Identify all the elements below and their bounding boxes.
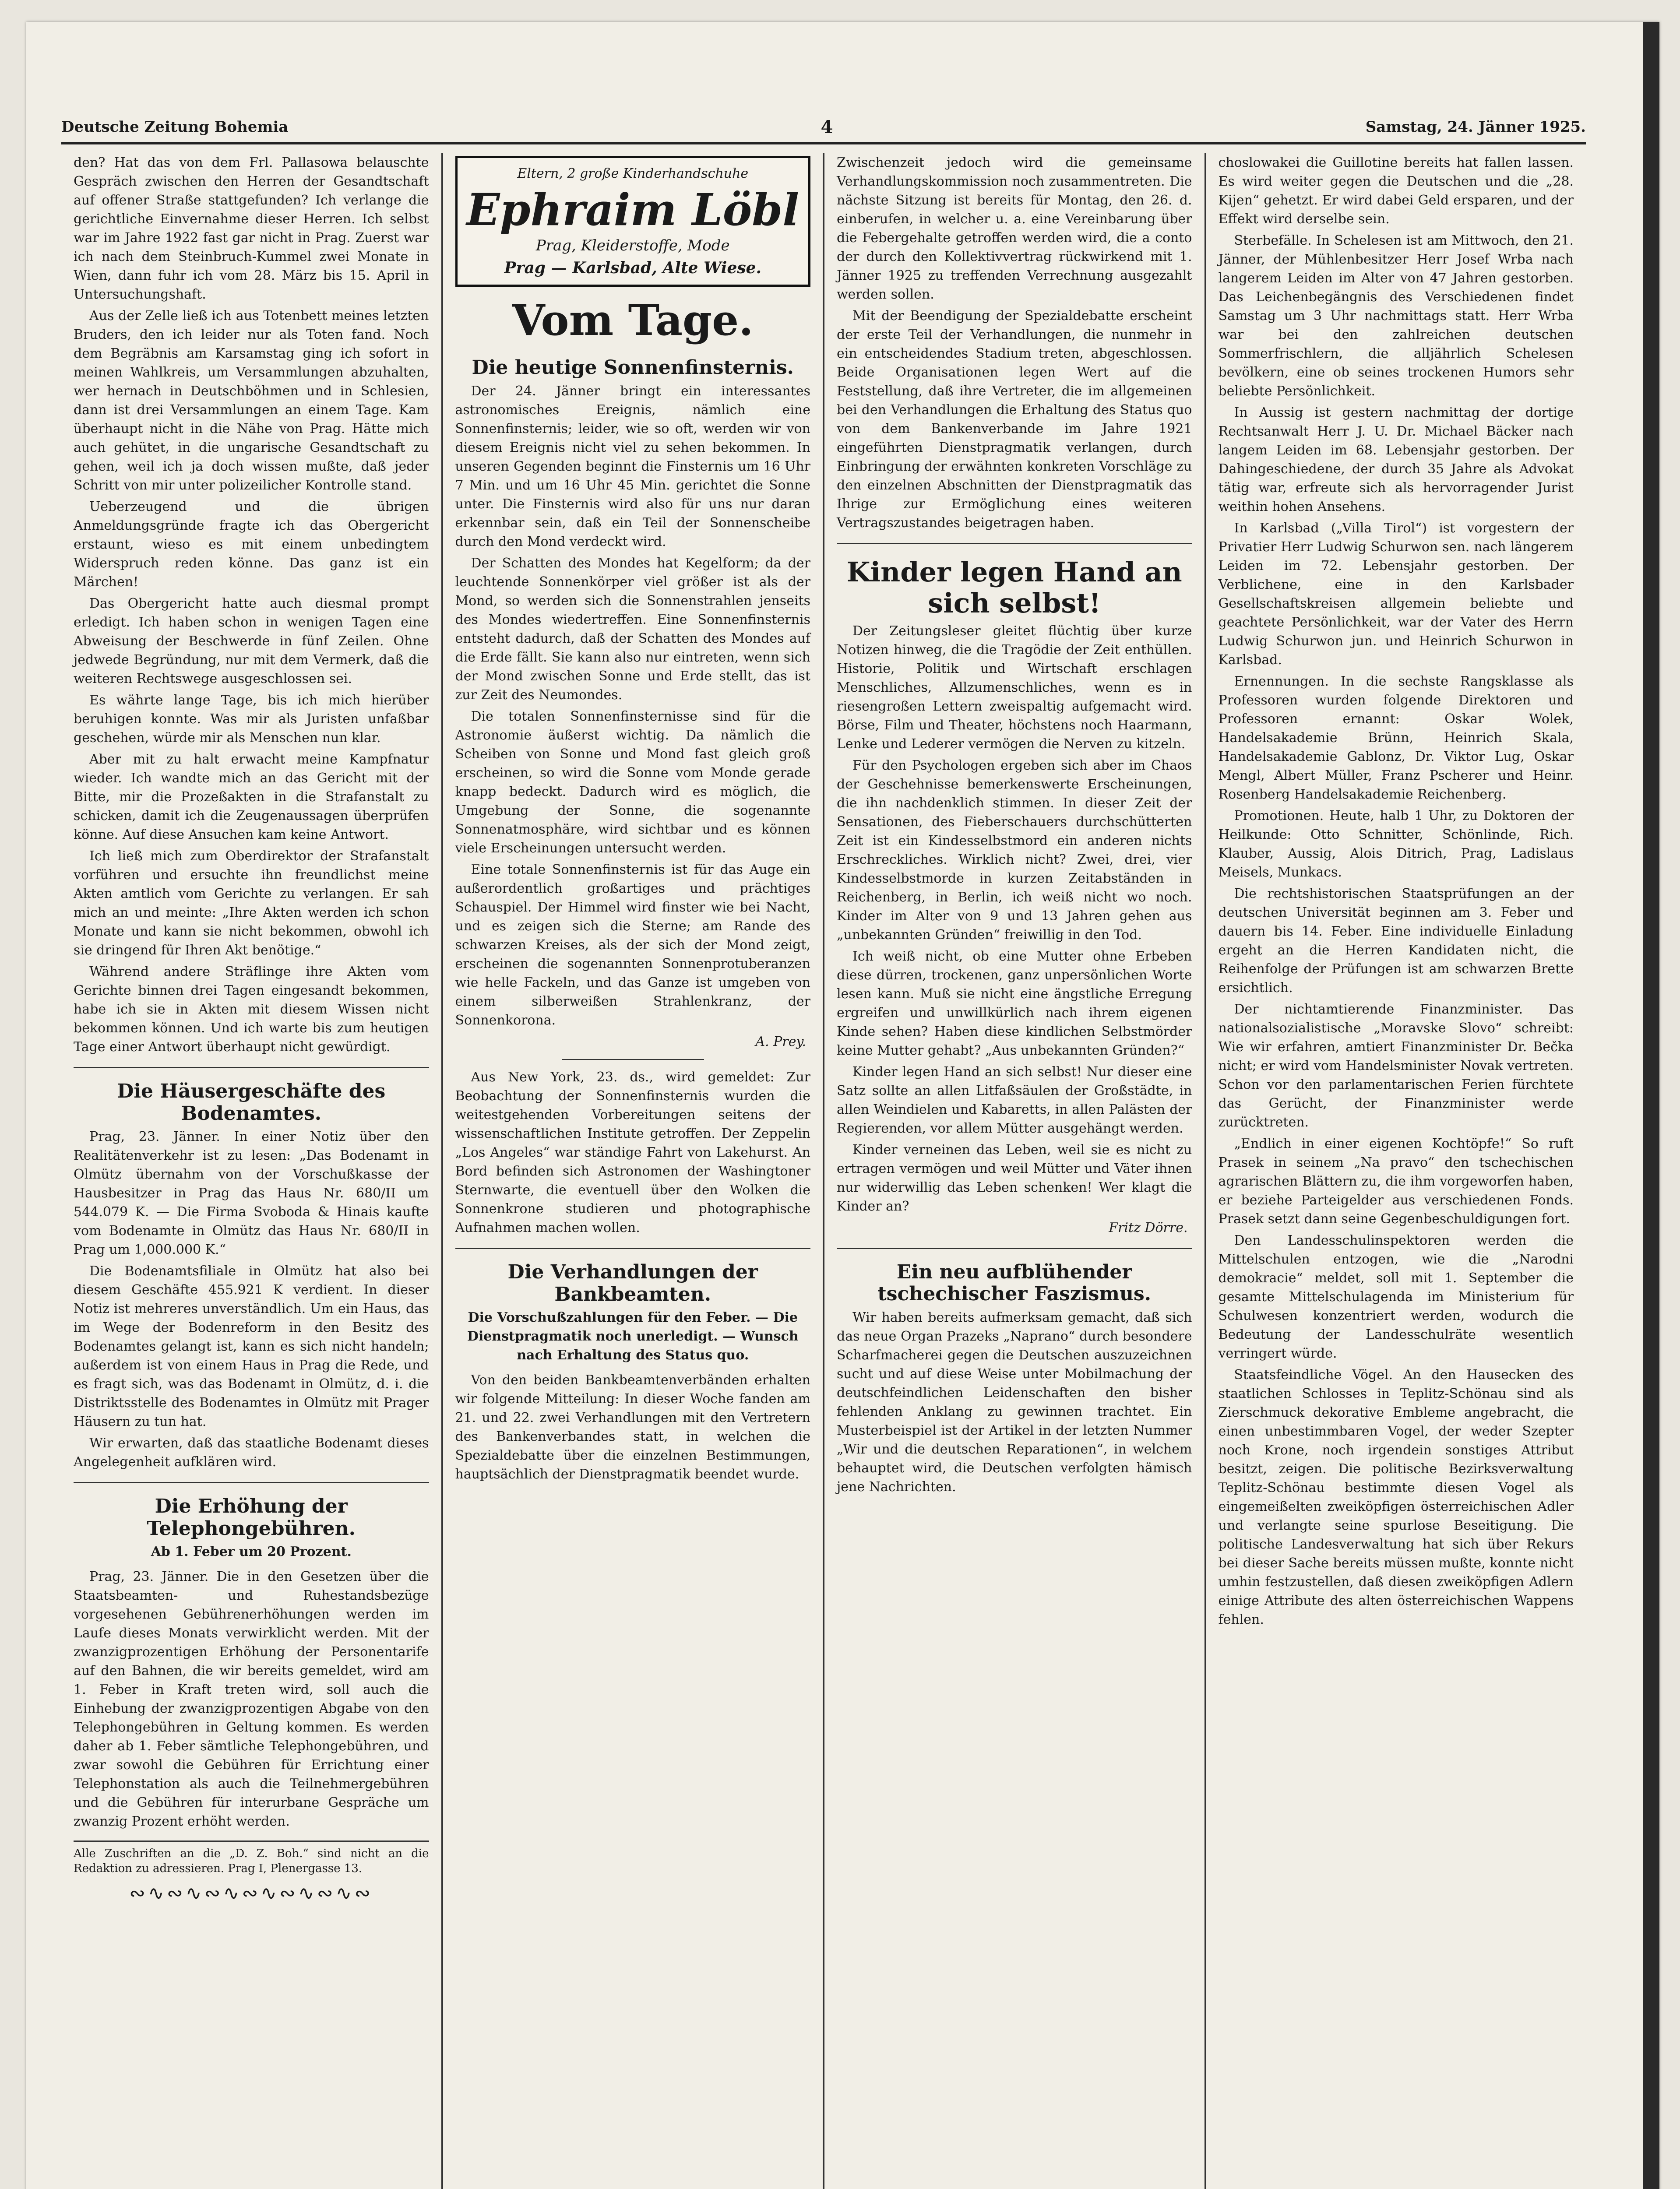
ad-trade: Prag, Kleiderstoffe, Mode xyxy=(535,237,730,254)
paragraph: Wir erwarten, daß das staatliche Bodenamt dieses Angelegenheit aufklären wird. xyxy=(74,1436,429,1470)
paragraph: Mit der Beendigung der Spezialdebatte erscheint der erste Teil der Verhandlungen, die nunmehr in ein entscheidendes Stadium treten, abgeschlossen. Beide Organisationen legen Wert auf die Feststellung, daß ihre Vertreter, die im allgemeinen bei den Verhandlungen die Erhaltung des Status quo von dem Bankenverbande im Jahre 1921 eingeführten Dienstpragmatik verlangen, durch Einbringung der erwähnten konkreten Vorschläge zu den einzelnen Abschnitten der Dienstpragmatik das Ihrige zur Ermöglichung eines weiteren Vertragszustandes beigetragen haben. xyxy=(837,308,1192,531)
paragraph: Kinder verneinen das Leben, weil sie es nicht zu ertragen vermögen und weil Mütter und Väter ihnen nur widerwillig das Leben schenken! Wer klagt die Kinder an? xyxy=(837,1142,1192,1214)
divider xyxy=(455,1248,811,1249)
column-4 xyxy=(1206,153,1586,2189)
paragraph: choslowakei die Guillotine bereits hat fallen lassen. Es wird weiter gegen die Deutschen und die „28. Kijen“ gehetzt. Er wird dabei Geld ersparen, und der Effekt wird derselbe sein. xyxy=(1218,155,1574,227)
paragraph: Zwischenzeit jedoch wird die gemeinsame Verhandlungskommission noch zusammentreten. Die nächste Sitzung ist bereits für Montag, den 26. d. einberufen, in welcher u. a. eine Vereinbarung über die Febergehalte getroffen werden wird, die a conto der durch den Kollektivvertrag rückwirkend mit 1. Jänner 1925 zu treffenden Verrechnung ausgezahlt werden sollen. xyxy=(837,155,1192,302)
headline-kinder: Kinder legen Hand an sich selbst! xyxy=(846,556,1182,619)
paragraph: Eine totale Sonnenfinsternis ist für das Auge ein außerordentlich großartiges und prächtiges Schauspiel. Der Himmel wird finster wie bei Nacht, und es zeigen sich die Sterne; am Rande des schwarzen Kreises, als der sich der Mond zeigt, erscheinen die sogenannten Sonnenprotuberanzen wie helle Fackeln, und das Ganze ist umgeben von einem silberweißen Strahlenkranz, der Sonnenkorona. xyxy=(455,862,810,1028)
ad-brand: Ephraim Löbl xyxy=(466,184,799,236)
divider xyxy=(837,543,1192,544)
paragraph: Das Obergericht hatte auch diesmal prompt erledigt. Ich haben schon in wenigen Tagen eine Abweisung der Beschwerde in fünf Zeilen. Ohne jedwede Begründung, nur mit dem Vermerk, daß die weiteren Rechtswege ausgeschlossen sei. xyxy=(74,596,429,686)
paragraph: In Karlsbad („Villa Tirol“) ist vorgestern der Privatier Herr Ludwig Schurwon sen. nach längerem Leiden im 72. Lebensjahr gestorben. Der Verblichene, eine in den Karlsbader Gesellschaftskreisen allgemein beliebte und geachtete Persönlichkeit, war der Vater des Herrn Ludwig Schurwon jun. und Heinrich Schurwon in Karlsbad. xyxy=(1218,521,1574,668)
paragraph: Kinder legen Hand an sich selbst! Nur dieser eine Satz sollte an allen Litfaßsäulen der Großstädte, in allen Weindielen und Kabaretts, in allen Palästen der Regierenden, vor allem Mütter ausgehängt werden. xyxy=(837,1064,1192,1136)
paragraph: den? Hat das von dem Frl. Pallasowa belauschte Gespräch zwischen den Herren der Gesandtschaft auf offener Straße stattgefunden? Ich verlange die gerichtliche Einvernahme dieser Herren. Ich selbst war im Jahre 1922 fast gar nicht in Prag. Zuerst war ich nach dem Steinbruch-Kummel zwei Monate in Wien, dann fuhr ich vom 28. März bis 15. April in Untersuchungshaft. xyxy=(74,155,429,302)
paragraph: Den Landesschulinspektoren werden die Mittelschulen entzogen, wie die „Narodni demokracie“ meldet, soll mit 1. September die gesamte Mittelschulagenda im Ministerium für Schulwesen konzentriert werden, wodurch die Bedeutung der Landesschulräte wesentlich verringert würde. xyxy=(1218,1233,1574,1361)
paragraph: Die totalen Sonnenfinsternisse sind für die Astronomie äußerst wichtig. Da nämlich die Scheiben von Sonne und Mond fast gleich groß erscheinen, so wird die Sonne vom Monde gerade knapp bedeckt. Dadurch wird es möglich, die Umgebung der Sonne, die sogenannte Sonnenatmosphäre, wird sichtbar und es können viele Erscheinungen untersucht werden. xyxy=(455,708,810,856)
page-number: 4 xyxy=(821,116,833,137)
ad-tagline: Eltern, 2 große Kinderhandschuhe xyxy=(517,166,749,181)
issue-date: Samstag, 24. Jänner 1925. xyxy=(1365,118,1586,136)
headline-sonnenfinsternis: Die heutige Sonnenfinsternis. xyxy=(472,356,794,379)
paragraph: Ernennungen. In die sechste Rangsklasse als Professoren wurden folgende Direktoren und Professoren ernannt: Oskar Wolek, Handelsakademie Brünn, Heinrich Skala, Handelsakademie Gablonz, Dr. Viktor Lug, Oskar Mengl, Albert Müller, Franz Pscherer und Heinr. Rosenberg Handelsakademie Reichenberg. xyxy=(1218,674,1574,802)
paragraph: Der Schatten des Mondes hat Kegelform; da der leuchtende Sonnenkörper viel größer ist als der Mond, so werden sich die Sonnenstrahlen jenseits des Mondes wiedertreffen. Eine Sonnenfinsternis entsteht dadurch, daß der Schatten des Mondes auf die Erde fällt. Sie kann also nur eintreten, wenn sich der Mond zwischen Sonne und Erde stellt, das ist zur Zeit des Neumondes. xyxy=(455,555,810,703)
paragraph: Aus New York, 23. ds., wird gemeldet: Zur Beobachtung der Sonnenfinsternis wurden die weitestgehenden Vorbereitungen seitens der wissenschaftlichen Institute getroffen. Der Zeppelin „Los Angeles“ war ständige Fahrt von Lakehurst. An Bord befinden sich Astronomen der Washingtoner Sternwarte, die eventuell über den Wolken die Sonnenkrone studieren und photographische Aufnahmen machen wollen. xyxy=(455,1069,810,1235)
divider xyxy=(562,1059,704,1060)
column-3 xyxy=(824,153,1206,2189)
paragraph: Prag, 23. Jänner. In einer Notiz über den Realitätenverkehr ist zu lesen: „Das Bodenamt in Olmütz übernahm von der Vorschußkasse der Hausbesitzer in Prag das Haus Nr. 680/II um 544.079 K. — Die Firma Svoboda & Hinais kaufte vom Bodenamte in Olmütz das Haus Nr. 680/II in Prag um 1,000.000 K.“ xyxy=(74,1129,429,1258)
editorial-note: Alle Zuschriften an die „D. Z. Boh.“ sind nicht an die Redaktion zu adressieren. Prag I, Plenergasse 13. xyxy=(74,1841,429,1876)
section-title-vom-tage: Vom Tage. xyxy=(512,296,754,345)
column-1 xyxy=(61,153,443,2189)
paragraph: Wir haben bereits aufmerksam gemacht, daß sich das neue Organ Prazeks „Naprano“ durch besondere Scharfmacherei gegen die Deutschen auszuzeichnen sucht und auf diese Weise unter Mobilmachung der deutschfeindlichen Leidenschaften den bisher fehlenden Anklang zu gewinnen trachtet. Ein Musterbeispiel ist der Artikel in der letzten Nummer „Wir und die deutschen Reparationen“, in welchem behauptet wird, die Deutschen verfolgten hämisch jene Nachrichten. xyxy=(837,1309,1192,1495)
author-signature: A. Prey. xyxy=(755,1034,806,1049)
divider xyxy=(74,1482,429,1483)
paragraph: Es währte lange Tage, bis ich mich hierüber beruhigen konnte. Was mir als Juristen unfaßbar geschehen, würde mir als Menschen nun klar. xyxy=(74,693,429,746)
divider xyxy=(837,1248,1192,1249)
paragraph: Die Bodenamtsfiliale in Olmütz hat also bei diesem Geschäfte 455.921 K verdient. In dieser Notiz ist mehreres unverständlich. Um ein Haus, das im Wege der Bodenreform in den Besitz des Bodenamtes gelangt ist, kann es sich nicht handeln; außerdem ist von einem Haus in Prag die Rede, und es fragt sich, was das Bodenamt in Olmütz, d. i. die Distriktsstelle des Bodenamtes in Olmütz mit Prager Häusern zu tun hat. xyxy=(74,1263,429,1430)
newspaper-page xyxy=(26,22,1659,2189)
advertisement xyxy=(455,156,811,287)
paragraph: Die rechtshistorischen Staatsprüfungen an der deutschen Universität beginnen am 3. Feber und dauern bis 14. Feber. Eine individuelle Einladung ergeht an die Herren Kandidaten nicht, die Reihenfolge der Prüfungen ist am schwarzen Brette ersichtlich. xyxy=(1218,886,1574,996)
paragraph: Ich ließ mich zum Oberdirektor der Strafanstalt vorführen und ersuchte ihn freundlichst meine Akten amtlich vom Gerichte zu verlangen. Er sah mich an und meinte: „Ihre Akten werden ich schon Monate und kann sie nicht bekommen, obwohl ich sie dringend für Ihren Akt benötige.“ xyxy=(74,848,429,958)
paragraph: Für den Psychologen ergeben sich aber im Chaos der Geschehnisse bemerkenswerte Erscheinungen, die ihn nachdenklich stimmen. In dieser Zeit der Sensationen, des Fieberschauers durchschütterten Zeit ist ein Kindesselbstmord ein anderen nichts Erschreckliches. Wirklich nicht? Zwei, drei, vier Kindesselbstmorde in kurzen Zeitabständen in Reichenberg, in Berlin, ich weiß nicht wo noch. Kinder im Alter von 9 und 13 Jahren gehen aus „unbekannten Gründen“ freiwillig in den Tod. xyxy=(837,757,1192,943)
headline-telefon: Die Erhöhung der Telephongebühren. xyxy=(147,1495,356,1540)
column-2 xyxy=(443,153,825,2189)
ad-locations: Prag — Karlsbad, Alte Wiese. xyxy=(504,259,762,277)
headline-bodenamt: Die Häusergeschäfte des Bodenamtes. xyxy=(117,1080,386,1125)
paragraph: In Aussig ist gestern nachmittag der dortige Rechtsanwalt Herr J. U. Dr. Michael Bäcker nach langem Leiden im 68. Lebensjahr gestorben. Der Dahingeschiedene, der durch 35 Jahre als Advokat tätig war, erfreute sich als hervorragender Jurist weithin hohen Ansehens. xyxy=(1218,405,1574,514)
paragraph: Von den beiden Bankbeamtenverbänden erhalten wir folgende Mitteilung: In dieser Woche fanden am 21. und 22. zwei Verhandlungen mit den Vertretern des Bankenverbandes statt, in welchen die Spezialdebatte über die einzelnen Bestimmungen, hauptsächlich der Dienstpragmatik beendet wurde. xyxy=(455,1373,810,1482)
paragraph: Promotionen. Heute, halb 1 Uhr, zu Doktoren der Heilkunde: Otto Schnitter, Schönlinde, Rich. Klauber, Aussig, Alois Ditrich, Prag, Ladislaus Meisels, Munkacs. xyxy=(1218,808,1574,880)
page-header xyxy=(61,112,1586,144)
paragraph: Ueberzeugend und die übrigen Anmeldungsgründe fragte ich das Obergericht erstaunt, wieso es mit einem unbedingtem Widerspruch reden könne. Das ganz ist ein Märchen! xyxy=(74,499,429,590)
paragraph: Ich weiß nicht, ob eine Mutter ohne Erbeben diese dürren, trockenen, ganz unpersönlichen Worte lesen kann. Muß sie nicht eine ängstliche Erregung ergreifen und unwillkürlich nach ihrem eigenen Kinde sehen? Haben diese kindlichen Selbstmörder keine Mutter gehabt? „Aus unbekannten Gründen?“ xyxy=(837,948,1192,1058)
ornament-border: ∾∿∾∿∾∿∾∿∾∿∾∿∾ xyxy=(129,1882,373,1905)
paragraph: „Endlich in einer eigenen Kochtöpfe!“ So ruft Prasek in seinem „Na pravo“ den tschechischen agrarischen Blättern zu, die ihm vorgeworfen haben, er beziehe Parteigelder aus verschiedenen Fonds. Prasek setzt dann seine Gegenbeschuldigungen fort. xyxy=(1218,1136,1574,1227)
paragraph: Der Zeitungsleser gleitet flüchtig über kurze Notizen hinweg, die die Tragödie der Zeit enthüllen. Historie, Politik und Wirtschaft erschlagen Menschliches, Allzumenschliches, wenn es in riesengroßen Lettern zweispaltig aufgemacht wird. Börse, Film und Theater, höchstens noch Haarmann, Lenke und Lederer vermögen die Nerven zu kitzeln. xyxy=(837,623,1192,752)
author-signature: Fritz Dörre. xyxy=(1109,1220,1188,1235)
subheadline-bankbeamten: Die Vorschußzahlungen für den Feber. — Die Dienstpragmatik noch unerledigt. — Wunsch nach Erhaltung des Status quo. xyxy=(467,1310,799,1363)
paragraph: Während andere Sträflinge ihre Akten vom Gerichte binnen drei Tagen eingesandt bekommen, habe ich sie in Akten mit diesem Wissen nicht bekommen können. Und ich warte bis zum heutigen Tage einer Antwort überhaupt nicht gewürdigt. xyxy=(74,964,429,1055)
paragraph: Aber mit zu halt erwacht meine Kampfnatur wieder. Ich wandte mich an das Gericht mit der Bitte, mir die Prozeßakten in die Strafanstalt zu schicken, damit ich die Zeugenaussagen überprüfen könne. Auf diese Ansuchen kam keine Antwort. xyxy=(74,752,429,842)
divider xyxy=(74,1067,429,1068)
paragraph: Staatsfeindliche Vögel. An den Hausecken des staatlichen Schlosses in Teplitz-Schönau sind als Zierschmuck dekorative Embleme angebracht, die einen unbestimmbaren Vogel, der weder Szepter noch Krone, noch irgendein sonstiges Attribut besitzt, zeigen. Die politische Bezirksverwaltung Teplitz-Schönau bestimmte diesen Vogel als eingemeißelten zweiköpfigen österreichischen Adler und verlangte seine spurlose Beseitigung. Die politische Landesverwaltung hat sich über Rekurs bei dieser Sache bereits müssen mußte, konnte nicht umhin festzustellen, daß diesen zweiköpfigen Adlern einige Attribute des alten österreichischen Wappens fehlen. xyxy=(1218,1367,1574,1627)
paragraph: Aus der Zelle ließ ich aus Totenbett meines letzten Bruders, den ich leider nur als Toten fand. Noch dem Begräbnis am Karsamstag ging ich sofort in meinen Wahlkreis, um Versammlungen abzuhalten, wer hernach in Deutschböhmen und in Schlesien, dann ist drei Versammlungen an einem Tage. Kam überhaupt nicht in die Nähe von Prag. Hätte mich auch gehütet, in die ungarische Gesandtschaft zu gehen, weil ich ja doch wissen mußte, daß jeder Schritt von mir unter polizeilicher Kontrolle stand. xyxy=(74,308,429,493)
masthead: Deutsche Zeitung Bohemia xyxy=(61,118,289,136)
subheadline-telefon: Ab 1. Feber um 20 Prozent. xyxy=(151,1544,352,1560)
headline-bankbeamten: Die Verhandlungen der Bankbeamten. xyxy=(507,1260,758,1306)
article-columns xyxy=(61,153,1586,2189)
headline-faszismus: Ein neu aufblühender tschechischer Faszismus. xyxy=(877,1260,1152,1306)
paragraph: Prag, 23. Jänner. Die in den Gesetzen über die Staatsbeamten- und Ruhestandsbezüge vorgesehenen Gebührenerhöhungen werden im Laufe dieses Monats verwirklicht werden. Mit der zwanzigprozentigen Erhöhung der Personentarife auf den Bahnen, die wir bereits gemeldet, wird am 1. Feber in Kraft treten wird, soll auch die Einhebung der zwanzigprozentigen Abgabe von den Telephongebühren in Geltung kommen. Es werden daher ab 1. Feber sämtliche Telephongebühren, und zwar sowohl die Gebühren für Errichtung einer Telephonstation als auch die Teilnehmergebühren und die Gebühren für interurbane Gespräche um zwanzig Prozent erhöht werden. xyxy=(74,1569,429,1830)
paragraph: Der 24. Jänner bringt ein interessantes astronomisches Ereignis, nämlich eine Sonnenfinsternis; leider, wie so oft, werden wir von diesem Ereignis nicht viel zu sehen bekommen. In unseren Gegenden beginnt die Finsternis um 16 Uhr 7 Min. und um 16 Uhr 45 Min. gerichtet die Sonne unter. Die Finsternis wird also für uns nur daran erkennbar sein, daß ein Teil der Sonnenscheibe durch den Mond verdeckt wird. xyxy=(455,383,810,549)
paragraph: Der nichtamtierende Finanzminister. Das nationalsozialistische „Moravske Slovo“ schreibt: Wie wir erfahren, amtiert Finanzminister Dr. Bečka nicht; er wird vom Handelsminister Novak vertreten. Schon vor den parlamentarischen Ferien fürchtete das Gerücht, der Finanzminister werde zurücktreten. xyxy=(1218,1002,1574,1130)
paragraph: Sterbefälle. In Schelesen ist am Mittwoch, den 21. Jänner, der Mühlenbesitzer Herr Josef Wrba nach langerem Leiden im Alter von 47 Jahren gestorben. Das Leichenbegängnis des Verschiedenen findet Samstag um 3 Uhr nachmittags statt. Herr Wrba war bei den zahlreichen deutschen Sommerfrischlern, die alljährlich Schelesen bevölkern, eine ob seines trockenen Humors sehr beliebte Persönlichkeit. xyxy=(1218,233,1574,399)
